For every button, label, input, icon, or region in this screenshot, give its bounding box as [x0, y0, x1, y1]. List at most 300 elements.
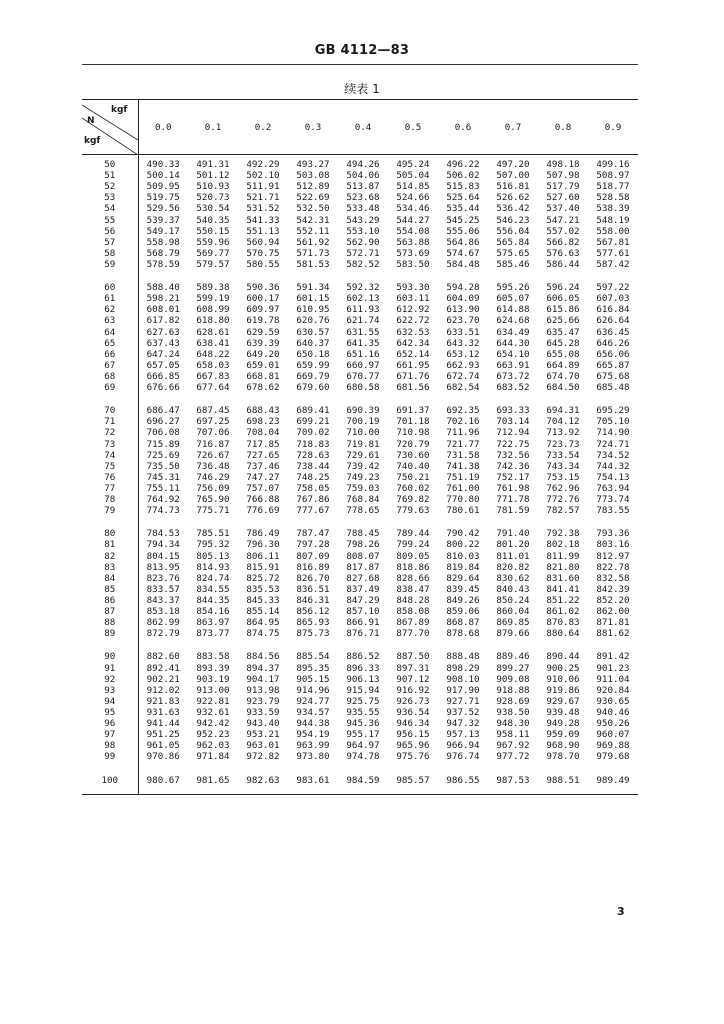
row-spacer: [82, 639, 638, 651]
table-cell: 967.92: [496, 740, 530, 752]
table-cell: 590.36: [246, 282, 280, 294]
page-number: 3: [617, 905, 625, 918]
table-row: [82, 293, 638, 304]
table-cell: 944.38: [296, 718, 330, 730]
table-cell: 983.61: [296, 774, 330, 786]
table-cell: 968.90: [546, 740, 580, 752]
table-cell: 731.58: [446, 449, 480, 461]
table-row: [82, 628, 638, 639]
table-cell: 759.03: [346, 483, 380, 494]
table-cell: 781.59: [496, 505, 530, 517]
table-cell: 876.71: [346, 628, 380, 640]
table-cell: 824.74: [196, 572, 230, 584]
table-row: [82, 617, 638, 628]
table-cell: 574.67: [446, 247, 480, 259]
table-cell: 556.04: [496, 225, 530, 237]
table-cell: 984.59: [346, 774, 380, 786]
table-cell: 663.91: [496, 359, 530, 371]
table-cell: 771.78: [496, 494, 530, 506]
table-cell: 533.48: [346, 203, 380, 215]
table-cell: 852.20: [596, 594, 630, 606]
table-cell: 627.63: [146, 326, 180, 338]
row-newton-value: 57: [82, 237, 138, 248]
table-cell: 700.19: [346, 416, 380, 428]
table-cell: 635.47: [546, 326, 580, 338]
table-cell: 680.58: [346, 382, 380, 394]
table-cell: 966.94: [446, 740, 480, 752]
table-cell: 668.81: [246, 371, 280, 383]
table-cell: 726.67: [196, 449, 230, 461]
table-cell: 670.77: [346, 371, 380, 383]
row-newton-value: 71: [82, 416, 138, 427]
table-cell: 692.35: [446, 405, 480, 417]
table-cell: 617.82: [146, 315, 180, 327]
row-newton-value: 51: [82, 170, 138, 181]
table-cell: 807.09: [296, 550, 330, 562]
table-cell: 537.40: [546, 203, 580, 215]
table-cell: 563.88: [396, 236, 430, 248]
table-cell: 880.64: [546, 628, 580, 640]
column-header: 0.4: [338, 100, 388, 155]
table-cell: 688.43: [246, 405, 280, 417]
table-cell: 707.06: [196, 427, 230, 439]
table-cell: 596.24: [546, 282, 580, 294]
table-bottom-rule: [82, 786, 638, 795]
table-cell: 695.29: [596, 405, 630, 417]
table-cell: 597.22: [596, 282, 630, 294]
table-cell: 543.29: [346, 214, 380, 226]
table-row: [82, 192, 638, 203]
table-row: [82, 696, 638, 707]
table-cell: 933.59: [246, 706, 280, 718]
table-cell: 691.37: [396, 405, 430, 417]
table-cell: 790.42: [446, 528, 480, 540]
table-cell: 598.21: [146, 293, 180, 305]
document-header: GB 4112—83: [314, 43, 410, 58]
table-cell: 646.26: [596, 337, 630, 349]
table-cell: 591.34: [296, 282, 330, 294]
table-cell: 841.41: [546, 583, 580, 595]
table-cell: 723.73: [546, 438, 580, 450]
table-cell: 702.16: [446, 416, 480, 428]
table-cell: 906.13: [346, 673, 380, 685]
table-cell: 757.07: [246, 483, 280, 494]
table-cell: 821.80: [546, 561, 580, 573]
conversion-table: [82, 99, 638, 795]
table-cell: 506.02: [446, 170, 480, 182]
table-cell: 836.51: [296, 583, 330, 595]
table-cell: 599.19: [196, 293, 230, 305]
table-cell: 515.83: [446, 181, 480, 193]
corner-diagonal-lines: [82, 100, 138, 155]
table-cell: 919.86: [546, 684, 580, 696]
table-cell: 709.02: [296, 427, 330, 439]
table-row: [82, 539, 638, 550]
table-cell: 624.68: [496, 315, 530, 327]
table-cell: 823.76: [146, 572, 180, 584]
table-cell: 643.32: [446, 337, 480, 349]
table-cell: 851.22: [546, 594, 580, 606]
table-cell: 749.23: [346, 471, 380, 483]
row-newton-value: 95: [82, 707, 138, 718]
table-cell: 747.27: [246, 471, 280, 483]
table-cell: 650.18: [296, 348, 330, 360]
row-newton-value: 86: [82, 595, 138, 606]
table-row: [82, 371, 638, 382]
table-cell: 932.61: [196, 706, 230, 718]
table-cell: 491.31: [196, 159, 230, 171]
table-cell: 734.52: [596, 449, 630, 461]
table-cell: 916.92: [396, 684, 430, 696]
row-newton-value: 56: [82, 226, 138, 237]
table-cell: 612.92: [396, 304, 430, 316]
table-cell: 808.07: [346, 550, 380, 562]
table-cell: 577.61: [596, 247, 630, 259]
row-newton-value: 50: [82, 159, 138, 170]
table-cell: 710.98: [396, 427, 430, 439]
table-cell: 931.63: [146, 706, 180, 718]
table-cell: 647.24: [146, 348, 180, 360]
table-cell: 971.84: [196, 751, 230, 763]
table-cell: 858.08: [396, 606, 430, 618]
row-newton-value: 64: [82, 327, 138, 338]
table-cell: 672.74: [446, 371, 480, 383]
table-row: [82, 203, 638, 214]
table-cell: 581.53: [296, 259, 330, 271]
table-cell: 526.62: [496, 192, 530, 204]
table-row: [82, 439, 638, 450]
table-cell: 982.63: [246, 774, 280, 786]
table-cell: 871.81: [596, 617, 630, 629]
table-cell: 935.55: [346, 706, 380, 718]
table-row: [82, 215, 638, 226]
table-cell: 802.18: [546, 539, 580, 551]
table-cell: 567.81: [596, 236, 630, 248]
table-cell: 586.44: [546, 259, 580, 271]
table-cell: 518.77: [596, 181, 630, 193]
table-cell: 793.36: [596, 528, 630, 540]
table-cell: 915.94: [346, 684, 380, 696]
table-cell: 963.01: [246, 740, 280, 752]
table-cell: 969.88: [596, 740, 630, 752]
row-newton-value: 98: [82, 740, 138, 751]
row-newton-value: 89: [82, 628, 138, 639]
row-newton-value: 80: [82, 528, 138, 539]
table-cell: 527.60: [546, 192, 580, 204]
table-cell: 775.71: [196, 505, 230, 517]
table-cell: 863.97: [196, 617, 230, 629]
table-cell: 603.11: [396, 293, 430, 305]
table-cell: 607.03: [596, 293, 630, 305]
table-cell: 884.56: [246, 651, 280, 663]
table-cell: 703.14: [496, 416, 530, 428]
table-cell: 974.78: [346, 751, 380, 763]
table-cell: 854.16: [196, 606, 230, 618]
table-cell: 507.00: [496, 170, 530, 182]
header-rule: [82, 64, 638, 65]
table-row: [82, 472, 638, 483]
table-cell: 520.73: [196, 192, 230, 204]
table-cell: 930.65: [596, 695, 630, 707]
table-cell: 893.39: [196, 662, 230, 674]
table-cell: 715.89: [146, 438, 180, 450]
table-cell: 490.33: [146, 159, 180, 171]
table-cell: 939.48: [546, 706, 580, 718]
table-row: [82, 416, 638, 427]
table-cell: 890.44: [546, 651, 580, 663]
table-cell: 629.59: [246, 326, 280, 338]
table-row: [82, 338, 638, 349]
table-cell: 980.67: [146, 774, 180, 786]
table-cell: 669.79: [296, 371, 330, 383]
table-cell: 769.82: [396, 494, 430, 506]
row-newton-value: 52: [82, 181, 138, 192]
table-cell: 894.37: [246, 662, 280, 674]
table-cell: 825.72: [246, 572, 280, 584]
table-cell: 530.54: [196, 203, 230, 215]
table-cell: 608.99: [196, 304, 230, 316]
table-cell: 870.83: [546, 617, 580, 629]
row-newton-value: 54: [82, 203, 138, 214]
table-cell: 689.41: [296, 405, 330, 417]
table-cell: 981.65: [196, 774, 230, 786]
table-cell: 716.87: [196, 438, 230, 450]
table-cell: 611.93: [346, 304, 380, 316]
table-cell: 777.67: [296, 505, 330, 517]
table-cell: 902.21: [146, 673, 180, 685]
table-cell: 820.82: [496, 561, 530, 573]
table-cell: 814.93: [196, 561, 230, 573]
table-cell: 772.76: [546, 494, 580, 506]
table-cell: 844.35: [196, 594, 230, 606]
table-cell: 762.96: [546, 483, 580, 494]
table-cell: 910.06: [546, 673, 580, 685]
table-cell: 765.90: [196, 494, 230, 506]
table-cell: 953.21: [246, 729, 280, 741]
table-cell: 874.75: [246, 628, 280, 640]
table-cell: 558.00: [596, 225, 630, 237]
table-cell: 697.25: [196, 416, 230, 428]
table-cell: 682.54: [446, 382, 480, 394]
table-cell: 575.65: [496, 247, 530, 259]
table-cell: 959.09: [546, 729, 580, 741]
table-cell: 540.35: [196, 214, 230, 226]
row-newton-value: 99: [82, 751, 138, 762]
table-cell: 717.85: [246, 438, 280, 450]
table-row: [82, 248, 638, 259]
table-cell: 712.94: [496, 427, 530, 439]
row-newton-value: 62: [82, 304, 138, 315]
table-cell: 977.72: [496, 751, 530, 763]
table-cell: 975.76: [396, 751, 430, 763]
table-cell: 521.71: [246, 192, 280, 204]
table-cell: 636.45: [596, 326, 630, 338]
table-cell: 684.50: [546, 382, 580, 394]
table-cell: 965.96: [396, 740, 430, 752]
table-cell: 640.37: [296, 337, 330, 349]
table-cell: 848.28: [396, 594, 430, 606]
table-cell: 913.98: [246, 684, 280, 696]
table-cell: 576.63: [546, 247, 580, 259]
corner-bottom-unit: kgf: [84, 136, 101, 146]
table-cell: 901.23: [596, 662, 630, 674]
table-cell: 936.54: [396, 706, 430, 718]
table-cell: 900.25: [546, 662, 580, 674]
row-newton-value: 100: [82, 774, 138, 785]
table-cell: 926.73: [396, 695, 430, 707]
table-cell: 529.56: [146, 203, 180, 215]
table-cell: 909.08: [496, 673, 530, 685]
table-cell: 986.55: [446, 774, 480, 786]
table-cell: 631.55: [346, 326, 380, 338]
table-cell: 866.91: [346, 617, 380, 629]
table-cell: 809.05: [396, 550, 430, 562]
table-cell: 888.48: [446, 651, 480, 663]
row-newton-value: 83: [82, 562, 138, 573]
table-cell: 724.71: [596, 438, 630, 450]
table-cell: 828.66: [396, 572, 430, 584]
table-cell: 795.32: [196, 539, 230, 551]
table-cell: 803.16: [596, 539, 630, 551]
table-cell: 536.42: [496, 203, 530, 215]
table-cell: 544.27: [396, 214, 430, 226]
table-cell: 927.71: [446, 695, 480, 707]
table-cell: 779.63: [396, 505, 430, 517]
column-header: 0.6: [438, 100, 488, 155]
table-cell: 869.85: [496, 617, 530, 629]
table-cell: 633.51: [446, 326, 480, 338]
table-cell: 908.10: [446, 673, 480, 685]
table-cell: 791.40: [496, 528, 530, 540]
table-cell: 564.86: [446, 236, 480, 248]
table-body: [82, 155, 638, 795]
table-cell: 755.11: [146, 483, 180, 494]
row-newton-value: 79: [82, 505, 138, 516]
table-cell: 840.43: [496, 583, 530, 595]
table-cell: 925.75: [346, 695, 380, 707]
row-newton-value: 74: [82, 450, 138, 461]
column-header: 0.3: [288, 100, 338, 155]
table-cell: 899.27: [496, 662, 530, 674]
table-cell: 494.26: [346, 159, 380, 171]
row-newton-value: 58: [82, 248, 138, 259]
table-row: [82, 606, 638, 617]
table-row: [82, 718, 638, 729]
table-cell: 839.45: [446, 583, 480, 595]
table-cell: 881.62: [596, 628, 630, 640]
table-cell: 701.18: [396, 416, 430, 428]
table-row: [82, 461, 638, 472]
table-cell: 519.75: [146, 192, 180, 204]
table-cell: 600.17: [246, 293, 280, 305]
table-cell: 774.73: [146, 505, 180, 517]
table-cell: 676.66: [146, 382, 180, 394]
table-cell: 602.13: [346, 293, 380, 305]
table-cell: 565.84: [496, 236, 530, 248]
table-cell: 835.53: [246, 583, 280, 595]
table-cell: 849.26: [446, 594, 480, 606]
table-cell: 945.36: [346, 718, 380, 730]
table-cell: 580.55: [246, 259, 280, 271]
table-cell: 493.27: [296, 159, 330, 171]
table-cell: 739.42: [346, 460, 380, 472]
table-cell: 562.90: [346, 236, 380, 248]
table-cell: 652.14: [396, 348, 430, 360]
table-cell: 497.20: [496, 159, 530, 171]
table-cell: 976.74: [446, 751, 480, 763]
table-cell: 922.81: [196, 695, 230, 707]
table-row: [82, 740, 638, 751]
table-cell: 865.93: [296, 617, 330, 629]
row-newton-value: 70: [82, 405, 138, 416]
table-row: [82, 170, 638, 181]
table-cell: 811.99: [546, 550, 580, 562]
table-cell: 718.83: [296, 438, 330, 450]
row-newton-value: 82: [82, 551, 138, 562]
table-cell: 622.72: [396, 315, 430, 327]
table-cell: 859.06: [446, 606, 480, 618]
table-cell: 606.05: [546, 293, 580, 305]
row-newton-value: 59: [82, 259, 138, 270]
table-cell: 897.31: [396, 662, 430, 674]
table-cell: 918.88: [496, 684, 530, 696]
table-cell: 882.60: [146, 651, 180, 663]
table-cell: 595.26: [496, 282, 530, 294]
table-cell: 912.02: [146, 684, 180, 696]
row-newton-value: 85: [82, 584, 138, 595]
table-cell: 711.96: [446, 427, 480, 439]
table-row: [82, 573, 638, 584]
table-cell: 502.10: [246, 170, 280, 182]
table-cell: 745.31: [146, 471, 180, 483]
table-cell: 615.86: [546, 304, 580, 316]
table-cell: 989.49: [596, 774, 630, 786]
table-cell: 794.34: [146, 539, 180, 551]
table-cell: 714.90: [596, 427, 630, 439]
table-cell: 879.66: [496, 628, 530, 640]
table-cell: 512.89: [296, 181, 330, 193]
table-cell: 585.46: [496, 259, 530, 271]
table-cell: 947.32: [446, 718, 480, 730]
table-cell: 833.57: [146, 583, 180, 595]
table-cell: 492.29: [246, 159, 280, 171]
table-row: [82, 651, 638, 662]
table-cell: 613.90: [446, 304, 480, 316]
table-cell: 907.12: [396, 673, 430, 685]
row-newton-value: 75: [82, 461, 138, 472]
table-cell: 938.50: [496, 706, 530, 718]
table-cell: 805.13: [196, 550, 230, 562]
table-cell: 656.06: [596, 348, 630, 360]
table-cell: 950.26: [596, 718, 630, 730]
table-cell: 796.30: [246, 539, 280, 551]
table-cell: 662.93: [446, 359, 480, 371]
table-cell: 860.04: [496, 606, 530, 618]
table-cell: 546.23: [496, 214, 530, 226]
table-cell: 782.57: [546, 505, 580, 517]
table-cell: 517.79: [546, 181, 580, 193]
table-cell: 885.54: [296, 651, 330, 663]
table-cell: 792.38: [546, 528, 580, 540]
row-newton-value: 55: [82, 215, 138, 226]
table-cell: 784.53: [146, 528, 180, 540]
table-cell: 661.95: [396, 359, 430, 371]
table-row: [82, 327, 638, 338]
table-cell: 728.63: [296, 449, 330, 461]
table-cell: 539.37: [146, 214, 180, 226]
table-cell: 816.89: [296, 561, 330, 573]
table-cell: 570.75: [246, 247, 280, 259]
